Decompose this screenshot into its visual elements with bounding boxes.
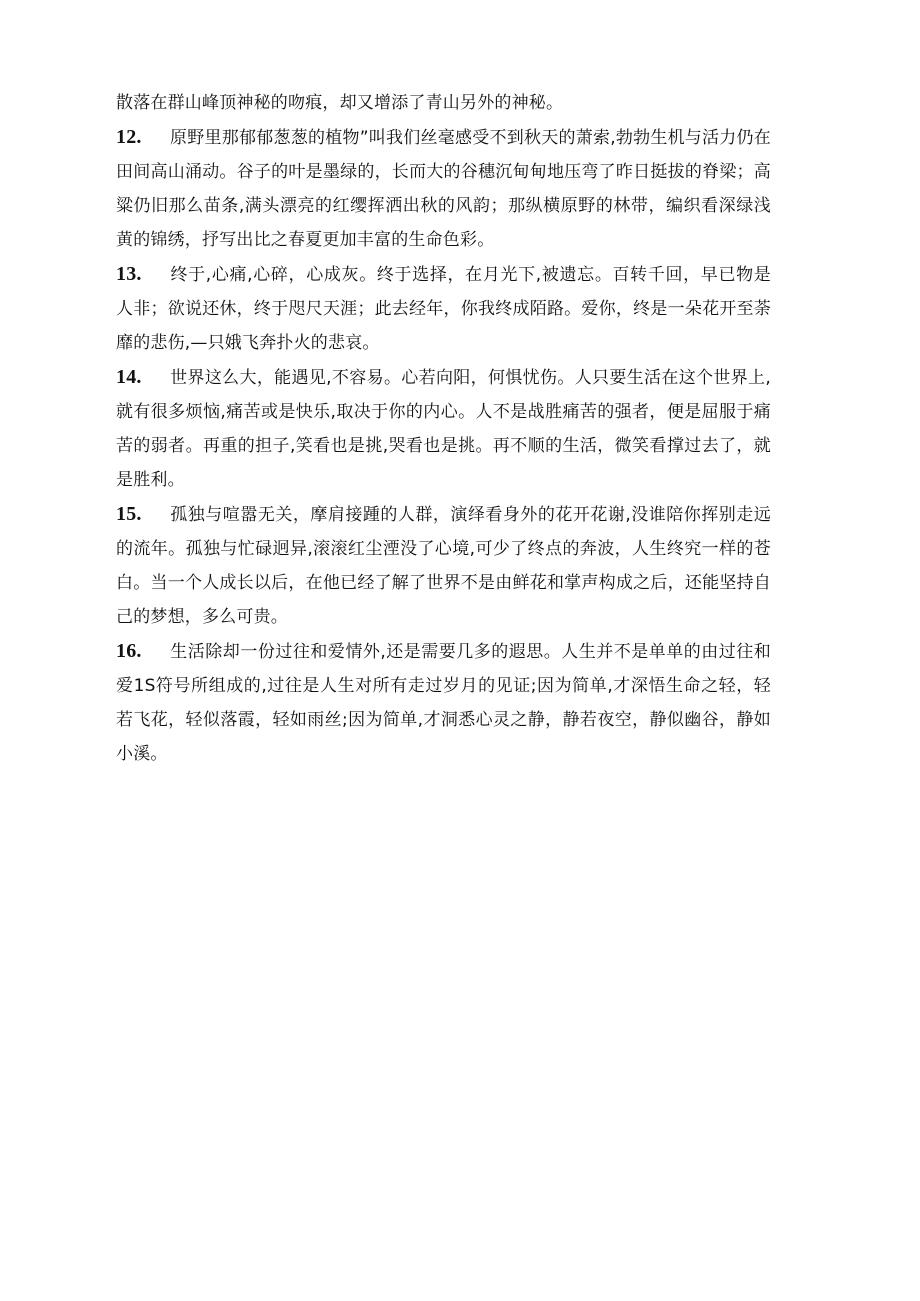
item-number: 15. <box>116 503 142 525</box>
item-text: 生活除却一份过往和爱情外,还是需要几多的遐思。人生并不是单单的由过往和爱1S符号所组成的,过往是人生对所有走过岁月的见证;因为简单,才深悟生命之轻，轻若飞花，轻似落霞，轻如雨丝;因为简单,才洞悉心灵之静，静若夜空，静似幽谷，静如小溪。 <box>116 642 771 764</box>
item-16 <box>116 634 771 771</box>
item-number: 12. <box>116 126 142 148</box>
item-text: 终于,心痛,心碎，心成灰。终于选择，在月光下,被遗忘。百转千回，早已物是人非；欲说还休，终于咫尺天涯；此去经年，你我终成陌路。爱你，终是一朵花开至荼靡的悲伤,—只娥飞奔扑火的悲哀。 <box>116 265 771 353</box>
item-12 <box>116 120 771 257</box>
item-text: 世界这么大，能遇见,不容易。心若向阳，何惧忧伤。人只要生活在这个世界上,就有很多烦恼,痛苦或是快乐,取决于你的内心。人不是战胜痛苦的强者，便是屈服于痛苦的弱者。再重的担子,笑看也是挑,哭看也是挑。再不顺的生活，微笑看撑过去了，就是胜利。 <box>116 368 771 490</box>
item-15 <box>116 497 771 634</box>
intro-text: 散落在群山峰顶神秘的吻痕，却又增添了青山另外的神秘。 <box>116 93 564 113</box>
item-13 <box>116 257 771 360</box>
item-number: 16. <box>116 640 142 662</box>
item-14 <box>116 360 771 497</box>
intro-paragraph <box>116 86 771 120</box>
item-text: 原野里那郁郁葱葱的植物”叫我们丝毫感受不到秋天的萧索,勃勃生机与活力仍在田间高山涌动。谷子的叶是墨绿的，长而大的谷穗沉甸甸地压弯了昨日挺拔的脊梁；高粱仍旧那么苗条,满头漂亮的红缨挥洒出秋的风韵；那纵横原野的林带，编织看深绿浅黄的锦绣，抒写出比之春夏更加丰富的生命色彩。 <box>116 128 771 250</box>
item-number: 14. <box>116 366 142 388</box>
document-body <box>116 86 771 771</box>
item-text: 孤独与喧嚣无关，摩肩接踵的人群，演绎看身外的花开花谢,没谁陪你挥别走远的流年。孤独与忙碌迥异,滚滚红尘湮没了心境,可少了终点的奔波，人生终究一样的苍白。当一个人成长以后，在他已经了解了世界不是由鲜花和掌声构成之后，还能坚持自己的梦想，多么可贵。 <box>116 505 771 627</box>
item-number: 13. <box>116 263 142 285</box>
